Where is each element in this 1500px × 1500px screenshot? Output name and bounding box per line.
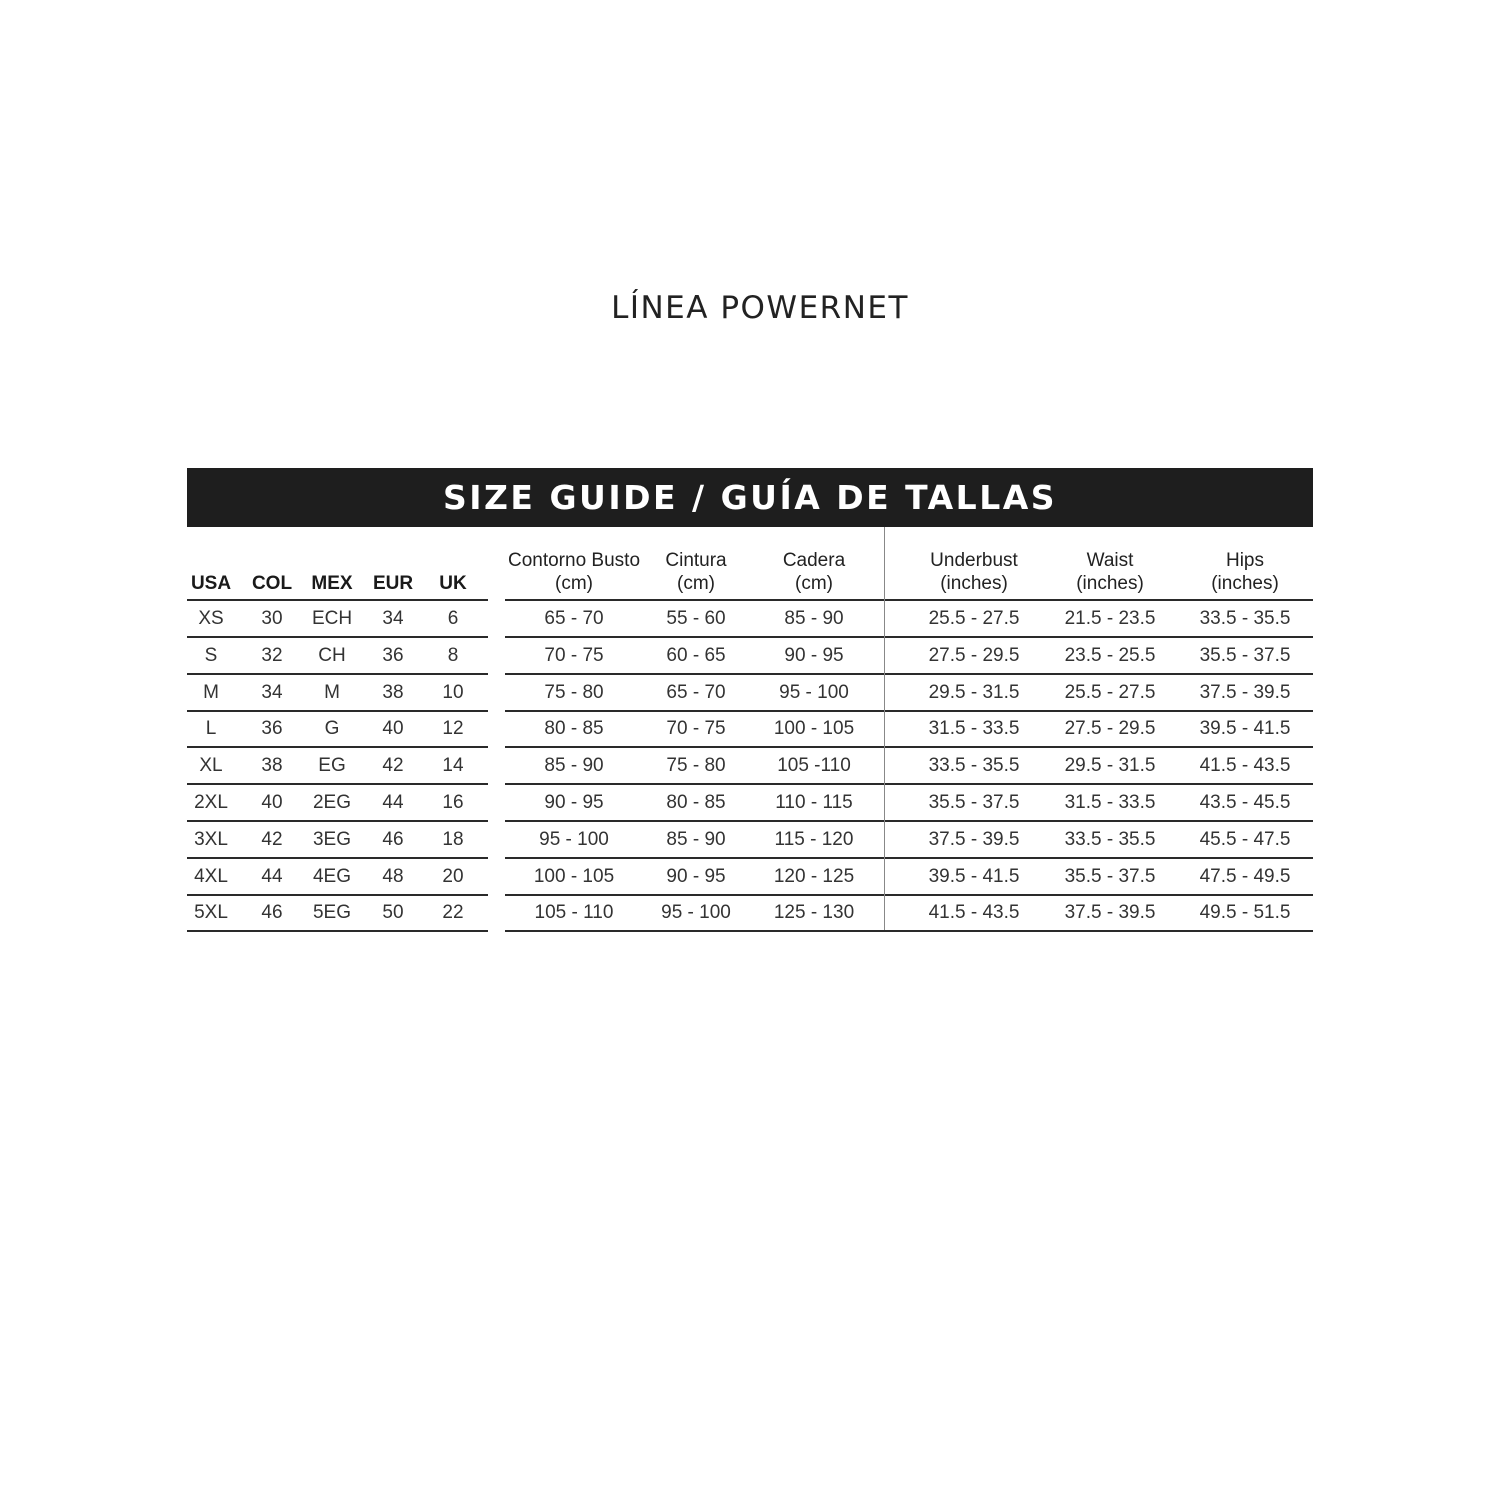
table-cell-measure: 37.5 - 39.5 [928, 828, 1020, 850]
table-cell-size: 44 [382, 792, 404, 813]
header-waist: Waist [1086, 550, 1134, 571]
table-cell-measure: 80 - 85 [544, 718, 604, 740]
header-contorno-busto: Contorno Busto [507, 550, 641, 571]
table-cell-size: ECH [311, 608, 353, 629]
header-underbust: Underbust [930, 550, 1018, 571]
table-cell-size: 36 [382, 644, 404, 666]
table-cell-size: S [204, 644, 218, 666]
table-cell-measure: 95 - 100 [661, 902, 731, 924]
table-cell-size: 34 [382, 608, 404, 629]
table-cell-size: 46 [382, 828, 404, 850]
table-cell-size: 16 [442, 792, 464, 813]
table-cell-measure: 29.5 - 31.5 [1064, 755, 1156, 777]
table-cell-size: CH [318, 644, 346, 666]
table-cell-measure: 25.5 - 27.5 [928, 608, 1020, 629]
table-cell-measure: 33.5 - 35.5 [928, 755, 1020, 777]
table-cell-measure: 49.5 - 51.5 [1199, 902, 1291, 924]
table-cell-size: 48 [382, 865, 404, 887]
header-hips: Hips [1225, 550, 1264, 571]
table-cell-measure: 65 - 70 [544, 608, 604, 629]
table-cell-measure: 21.5 - 23.5 [1064, 608, 1156, 629]
table-cell-size: 36 [261, 718, 283, 740]
table-cell-size: XL [199, 755, 223, 777]
table-cell-measure: 85 - 90 [784, 608, 844, 629]
table-cell-measure: 80 - 85 [666, 792, 726, 813]
header-hips-unit: (inches) [1211, 573, 1279, 594]
table-cell-measure: 75 - 80 [544, 681, 604, 703]
table-cell-measure: 39.5 - 41.5 [1199, 718, 1291, 740]
header-eur: EUR [372, 573, 414, 594]
table-cell-size: 38 [382, 681, 404, 703]
table-cell-size: 38 [261, 755, 283, 777]
table-cell-measure: 41.5 - 43.5 [928, 902, 1020, 924]
table-cell-size: 4EG [312, 865, 352, 887]
table-cell-measure: 23.5 - 25.5 [1064, 644, 1156, 666]
table-cell-measure: 100 - 105 [533, 865, 615, 887]
table-cell-measure: 70 - 75 [666, 718, 726, 740]
header-mex: MEX [311, 573, 353, 594]
table-cell-size: 2XL [194, 792, 228, 813]
table-cell-measure: 65 - 70 [666, 681, 726, 703]
header-uk: UK [439, 573, 467, 594]
header-contorno-busto-unit: (cm) [555, 573, 593, 594]
table-cell-size: 6 [447, 608, 459, 629]
table-cell-measure: 29.5 - 31.5 [928, 681, 1020, 703]
table-cell-size: M [203, 681, 219, 703]
table-cell-measure: 85 - 90 [666, 828, 726, 850]
table-cell-measure: 41.5 - 43.5 [1199, 755, 1291, 777]
header-col: COL [251, 573, 293, 594]
row-rule-right [505, 930, 1313, 932]
header-cadera: Cadera [782, 550, 846, 571]
table-cell-measure: 70 - 75 [544, 644, 604, 666]
table-cell-size: 34 [261, 681, 283, 703]
table-cell-size: 22 [442, 902, 464, 924]
table-cell-size: 40 [382, 718, 404, 740]
table-cell-size: 32 [261, 644, 283, 666]
table-cell-measure: 27.5 - 29.5 [928, 644, 1020, 666]
table-cell-measure: 45.5 - 47.5 [1199, 828, 1291, 850]
table-cell-measure: 95 - 100 [779, 681, 849, 703]
table-cell-measure: 33.5 - 35.5 [1199, 608, 1291, 629]
table-cell-size: 12 [442, 718, 464, 740]
table-cell-measure: 47.5 - 49.5 [1199, 865, 1291, 887]
header-usa: USA [190, 573, 232, 594]
header-cintura: Cintura [665, 550, 727, 571]
table-cell-measure: 35.5 - 37.5 [928, 792, 1020, 813]
table-cell-measure: 120 - 125 [773, 865, 855, 887]
table-cell-size: 10 [442, 681, 464, 703]
table-cell-size: 46 [261, 902, 283, 924]
table-cell-size: L [205, 718, 217, 740]
table-cell-size: 30 [261, 608, 283, 629]
table-cell-size: 44 [261, 865, 283, 887]
table-cell-measure: 35.5 - 37.5 [1064, 865, 1156, 887]
table-cell-measure: 35.5 - 37.5 [1199, 644, 1291, 666]
table-cell-size: 50 [382, 902, 404, 924]
table-cell-size: 40 [261, 792, 283, 813]
page-title: LÍNEA POWERNET [611, 290, 909, 326]
table-cell-measure: 60 - 65 [666, 644, 726, 666]
header-cadera-unit: (cm) [795, 573, 833, 594]
table-cell-size: 5XL [194, 902, 228, 924]
table-cell-size: 42 [261, 828, 283, 850]
table-cell-measure: 90 - 95 [544, 792, 604, 813]
table-cell-size: 42 [382, 755, 404, 777]
table-cell-size: 20 [442, 865, 464, 887]
table-cell-measure: 100 - 105 [773, 718, 855, 740]
table-cell-size: 2EG [312, 792, 352, 813]
table-cell-measure: 43.5 - 45.5 [1199, 792, 1291, 813]
size-guide-banner: SIZE GUIDE / GUÍA DE TALLAS [187, 468, 1313, 527]
table-cell-measure: 75 - 80 [666, 755, 726, 777]
header-waist-unit: (inches) [1076, 573, 1144, 594]
table-cell-measure: 85 - 90 [544, 755, 604, 777]
table-cell-size: 5EG [312, 902, 352, 924]
table-cell-measure: 31.5 - 33.5 [1064, 792, 1156, 813]
table-cell-measure: 33.5 - 35.5 [1064, 828, 1156, 850]
row-rule-left [187, 930, 488, 932]
table-cell-size: 14 [442, 755, 464, 777]
table-cell-size: M [324, 681, 340, 703]
table-cell-measure: 125 - 130 [773, 902, 855, 924]
table-cell-measure: 37.5 - 39.5 [1199, 681, 1291, 703]
table-cell-measure: 105 - 110 [534, 902, 614, 924]
table-cell-size: G [324, 718, 340, 740]
table-cell-measure: 31.5 - 33.5 [928, 718, 1020, 740]
table-cell-size: 3XL [194, 828, 228, 850]
table-cell-measure: 115 - 120 [774, 828, 854, 850]
table-cell-measure: 27.5 - 29.5 [1064, 718, 1156, 740]
table-cell-size: XS [198, 608, 224, 629]
table-cell-measure: 55 - 60 [666, 608, 726, 629]
table-cell-size: 8 [447, 644, 459, 666]
header-cintura-unit: (cm) [677, 573, 715, 594]
table-cell-measure: 110 - 115 [775, 792, 853, 813]
table-cell-size: 18 [442, 828, 464, 850]
table-cell-measure: 90 - 95 [784, 644, 844, 666]
table-cell-measure: 95 - 100 [539, 828, 609, 850]
table-cell-size: 3EG [312, 828, 352, 850]
table-cell-size: 4XL [194, 865, 228, 887]
table-cell-size: EG [318, 755, 346, 777]
table-cell-measure: 90 - 95 [666, 865, 726, 887]
table-cell-measure: 105 -110 [777, 755, 851, 777]
table-cell-measure: 39.5 - 41.5 [928, 865, 1020, 887]
section-divider [884, 527, 885, 930]
header-underbust-unit: (inches) [940, 573, 1008, 594]
table-cell-measure: 37.5 - 39.5 [1064, 902, 1156, 924]
table-cell-measure: 25.5 - 27.5 [1064, 681, 1156, 703]
